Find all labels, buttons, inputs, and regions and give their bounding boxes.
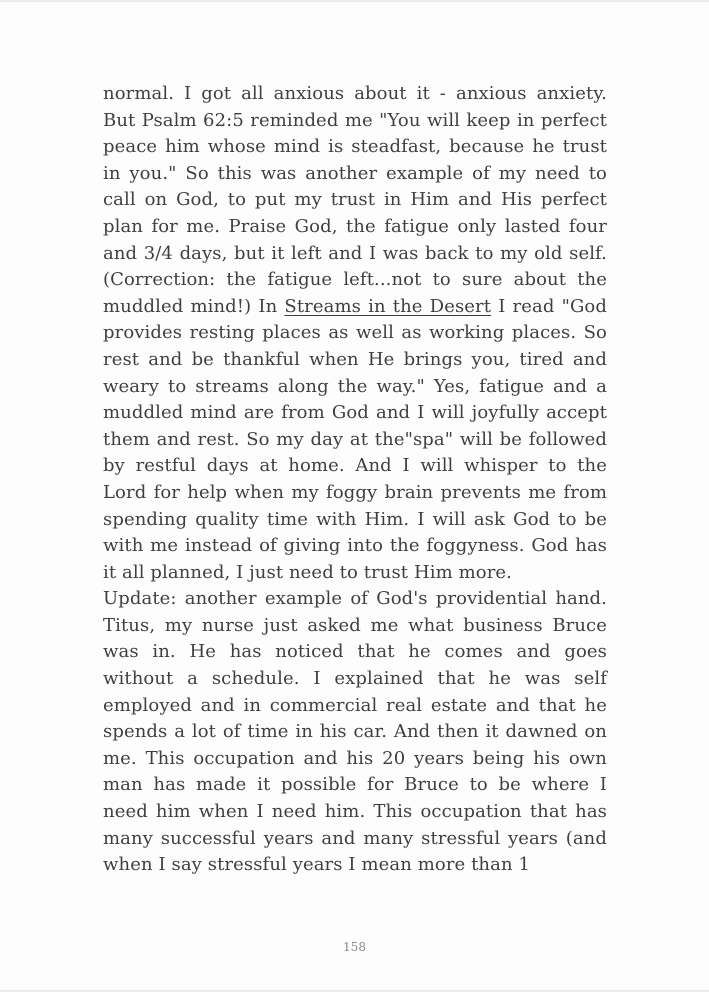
book-title-underlined: Streams in the Desert [284, 295, 492, 317]
paragraph-1-text-before: normal. I got all anxious about it - anxious anxiety. But Psalm 62:5 reminded me "You will keep in perfect peace him whose mind is steadfast, because he trust in you." So this was another example of my need to call on God, to put my trust in Him and His perfect plan for me. Praise God, the fatigue only lasted four and 3/4 days, but it left and I was back to my old self. (Correction: the fatigue left...not to sure about the muddled mind!) In [103, 83, 607, 317]
page-number: 158 [343, 940, 366, 954]
paragraph-1 [103, 81, 607, 586]
paragraph-2: Update: another example of God's providential hand. Titus, my nurse just asked me what business Bruce was in. He has noticed that he comes and goes without a schedule. I explained that he was self employed and in commercial real estate and that he spends a lot of time in his car. And then it dawned on me. This occupation and his 20 years being his own man has made it possible for Bruce to be where I need him when I need him. This occupation that has many successful years and many stressful years (and when I say stressful years I mean more than 1 [103, 588, 607, 876]
paragraph-1-text-after: I read "God provides resting places as well as working places. So rest and be thankful when He brings you, tired and weary to streams along the way." Yes, fatigue and a muddled mind are from God and I will joyfully accept them and rest. So my day at the"spa" will be followed by restful days at home. And I will whisper to the Lord for help when my foggy brain prevents me from spending quality time with Him. I will ask God to be with me instead of giving into the foggyness. God has it all planned, I just need to trust Him more. [103, 295, 607, 583]
text-block [103, 81, 607, 879]
